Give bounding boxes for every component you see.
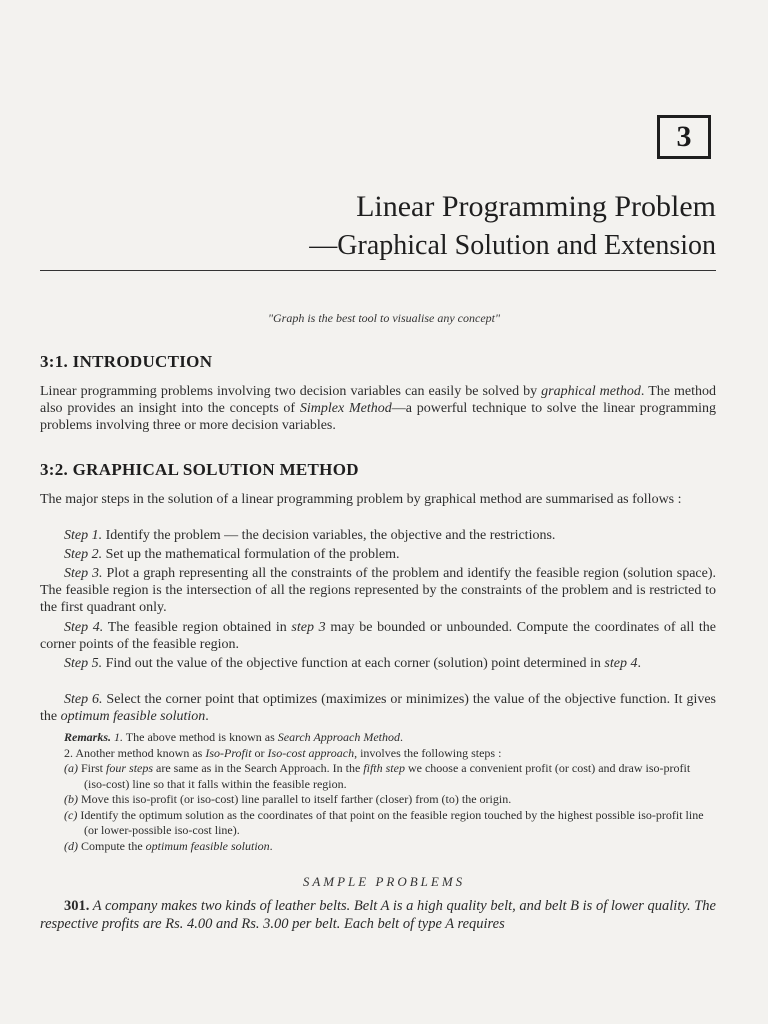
step-6 <box>40 691 716 725</box>
step-label: Step 2. <box>64 547 103 562</box>
step-text: The feasible region obtained in <box>103 620 292 635</box>
emphasis: graphical method <box>541 384 641 399</box>
step-text: Find out the value of the objective function at each corner (solution) point determined in <box>102 656 605 671</box>
emphasis: step 3 <box>291 620 326 635</box>
remark-2b <box>64 792 704 808</box>
introduction-paragraph <box>40 383 716 434</box>
text-span: Linear programming problems involving two decision variables can easily be solved by <box>40 384 542 399</box>
emphasis: Search Approach Method <box>277 730 400 744</box>
item-label: (d) <box>64 838 78 853</box>
sample-problem-301 <box>40 897 716 933</box>
emphasis: fifth step <box>363 761 405 775</box>
text-span: First <box>78 761 107 775</box>
text-span: , involves the following steps : <box>354 745 502 760</box>
item-label: (b) <box>64 792 78 806</box>
remark-2 <box>64 746 704 762</box>
step-text: . <box>637 656 641 671</box>
remarks-block <box>64 730 704 854</box>
text-span: —a powerful technique to solve the linear programming problems involving three or more decision variables. <box>40 401 717 433</box>
section-heading-graphical: 3:2. GRAPHICAL SOLUTION METHOD <box>40 460 359 479</box>
problem-number: 301. <box>64 898 90 914</box>
text-span: . <box>269 838 273 853</box>
step-text: Set up the mathematical formulation of the problem. <box>102 547 400 562</box>
text-span: or <box>251 745 268 760</box>
step-text: Select the corner point that optimizes (maximizes or minimizes) the value of the objective function. It gives the <box>40 692 716 724</box>
sample-problems-heading: SAMPLE PROBLEMS <box>302 874 466 889</box>
text-span: . The method also provides an insight into the concepts of <box>40 384 717 416</box>
text-span: 2. Another method known as <box>64 745 206 760</box>
remarks-label: Remarks. <box>64 730 112 744</box>
step-label: Step 4. <box>64 620 104 635</box>
text-span: . <box>399 730 403 744</box>
chapter-title: Linear Programming Problem <box>356 190 716 223</box>
emphasis: Iso-Profit <box>205 745 252 760</box>
text-span: are same as in the Search Approach. In the <box>153 761 364 775</box>
emphasis: Simplex Method <box>299 401 392 416</box>
step-5 <box>40 655 716 672</box>
step-label: Step 3. <box>64 566 103 581</box>
emphasis: four steps <box>106 761 154 775</box>
emphasis: optimum feasible solution <box>145 838 270 853</box>
chapter-quote: "Graph is the best tool to visualise any concept" <box>267 311 501 325</box>
chapter-number-box: 3 <box>657 115 711 159</box>
step-text: Plot a graph representing all the constraints of the problem and identify the feasible region (solution space). The feasible region is the intersection of all the regions represented by the constraints of the problem and is restricted to the first quadrant only. <box>40 566 716 615</box>
emphasis: step 4 <box>604 656 638 671</box>
text-span: The above method is known as <box>123 730 278 744</box>
emphasis: Iso-cost approach <box>267 745 355 760</box>
title-rule <box>40 270 716 271</box>
text-span: Move this iso-profit (or iso-cost) line parallel to itself farther (closer) from (to) the origin. <box>78 792 512 806</box>
step-3 <box>40 565 716 616</box>
item-label: (a) <box>64 761 78 775</box>
emphasis: optimum feasible solution <box>60 709 206 724</box>
steps-intro: The major steps in the solution of a linear programming problem by graphical method are summarised as follows : <box>40 492 682 507</box>
step-text: Identify the problem — the decision variables, the objective and the restrictions. <box>102 528 556 543</box>
text-span: Identify the optimum solution as the coordinates of that point on the feasible region touched by the highest possible iso-profit line (or lower-possible iso-cost line). <box>77 807 704 837</box>
text-span: we choose a convenient profit (or cost) and draw iso-profit (iso-cost) line so that it falls within the feasible region. <box>84 761 691 791</box>
remark-2d <box>64 839 704 855</box>
step-label: Step 6. <box>64 692 103 707</box>
problem-text: A company makes two kinds of leather belts. Belt A is a high quality belt, and belt B is of lower quality. The respective profits are Rs. 4.00 and Rs. 3.00 per belt. Each belt of type A requires <box>40 898 716 932</box>
remark-1 <box>64 730 704 746</box>
text-span: Compute the <box>78 838 146 853</box>
step-4 <box>40 619 716 653</box>
remark-2c <box>64 808 704 839</box>
section-heading-introduction: 3:1. INTRODUCTION <box>40 352 213 371</box>
item-label: (c) <box>64 807 78 822</box>
step-1 <box>40 527 716 544</box>
step-2 <box>40 546 716 563</box>
step-label: Step 1. <box>64 528 103 543</box>
step-label: Step 5. <box>64 656 103 671</box>
step-text: may be bounded or unbounded. Compute the coordinates of all the corner points of the feasible region. <box>40 620 717 652</box>
chapter-subtitle: —Graphical Solution and Extension <box>309 230 716 261</box>
step-text: . <box>205 709 209 724</box>
remark-2a <box>64 761 704 792</box>
remark-number: 1. <box>111 730 124 744</box>
